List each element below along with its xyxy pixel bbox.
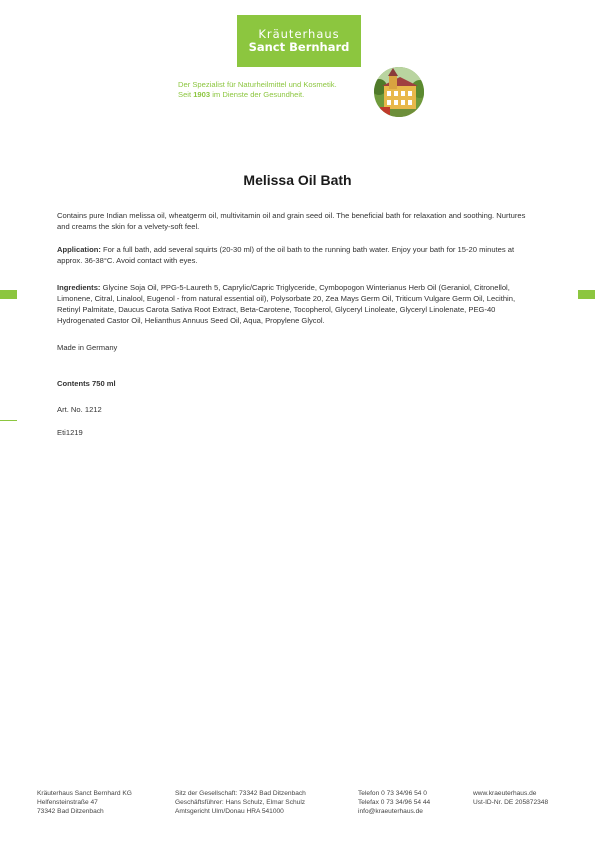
fold-mark-right (578, 290, 595, 299)
application-text: Application: For a full bath, add several squirts (20-30 ml) of the oil bath to the running bath water. Enjoy your bath for 15-20 minutes at approx. 36-38°C. Avoid contact with eyes. (57, 245, 515, 265)
made-in-text: Made in Germany (57, 343, 118, 352)
page-title: Melissa Oil Bath (243, 172, 352, 188)
ingredients-label: Ingredients: (57, 283, 101, 292)
ingredients-text: Ingredients: Glycine Soja Oil, PPG-5-Laureth 5, Caprylic/Capric Triglyceride, Cymbopogon Winterianus Herb Oil (Geraniol, Citronellol, Limonene, Citral, Linalool, Eugenol - from natural essential oil), Polysorbate 20, Zea Mays Germ Oil, Triticum Vulgare Germ Oil, Lecithin, Retinyl Palmitate, Daucus Carota Sativa Root Extract, Beta-Carotene, Tocopherol, Glyceryl Linoleate, Glyceryl Linolenate, PEG-40 Hydrogenated Castor Oil, Helianthus Annuus Seed Oil, Aqua, Propylene Glycol. (57, 283, 516, 325)
footer-website-link[interactable]: www.kraeuterhaus.de (473, 790, 537, 797)
footer-company-info: Sitz der Gesellschaft: 73342 Bad Ditzenbach Geschäftsführer: Hans Schulz, Elmar Schulz Amtsgericht Ulm/Donau HRA 541000 (175, 790, 306, 815)
footer-web: www.kraeuterhaus.de Ust-ID-Nr. DE 205872348 (473, 790, 549, 806)
contents-text: Contents 750 ml (57, 379, 116, 388)
brand-name-line1: Kräuterhaus (258, 27, 340, 41)
footer-contact: Telefon 0 73 34/96 54 0 Telefax 0 73 34/96 54 44 info@kraeuterhaus.de (358, 790, 431, 815)
footer-email-link[interactable]: info@kraeuterhaus.de (358, 808, 423, 815)
article-number: Art. No. 1212 (57, 405, 102, 414)
brand-logo (237, 15, 361, 67)
tagline-year: 1903 (193, 90, 211, 99)
fold-mark-left (0, 290, 17, 299)
footer-address: Kräuterhaus Sanct Bernhard KG Helfensteinstraße 47 73342 Bad Ditzenbach (37, 790, 132, 815)
tagline-line2: Seit 1903 im Dienste der Gesundheit. (178, 90, 305, 99)
brand-name-line2: Sanct Bernhard (248, 40, 350, 54)
building-photo (374, 67, 424, 117)
intro-text: Contains pure Indian melissa oil, wheatgerm oil, multivitamin oil and grain seed oil. The beneficial bath for relaxation and soothing. Nurtures and creams the skin for a velvety-soft feel. (57, 211, 526, 231)
punch-mark-left (0, 420, 17, 421)
label-code: Eti1219 (57, 428, 83, 437)
application-label: Application: (57, 245, 101, 254)
tagline-line1: Der Spezialist für Naturheilmittel und Kosmetik. (178, 80, 337, 89)
brand-tagline (178, 80, 337, 100)
